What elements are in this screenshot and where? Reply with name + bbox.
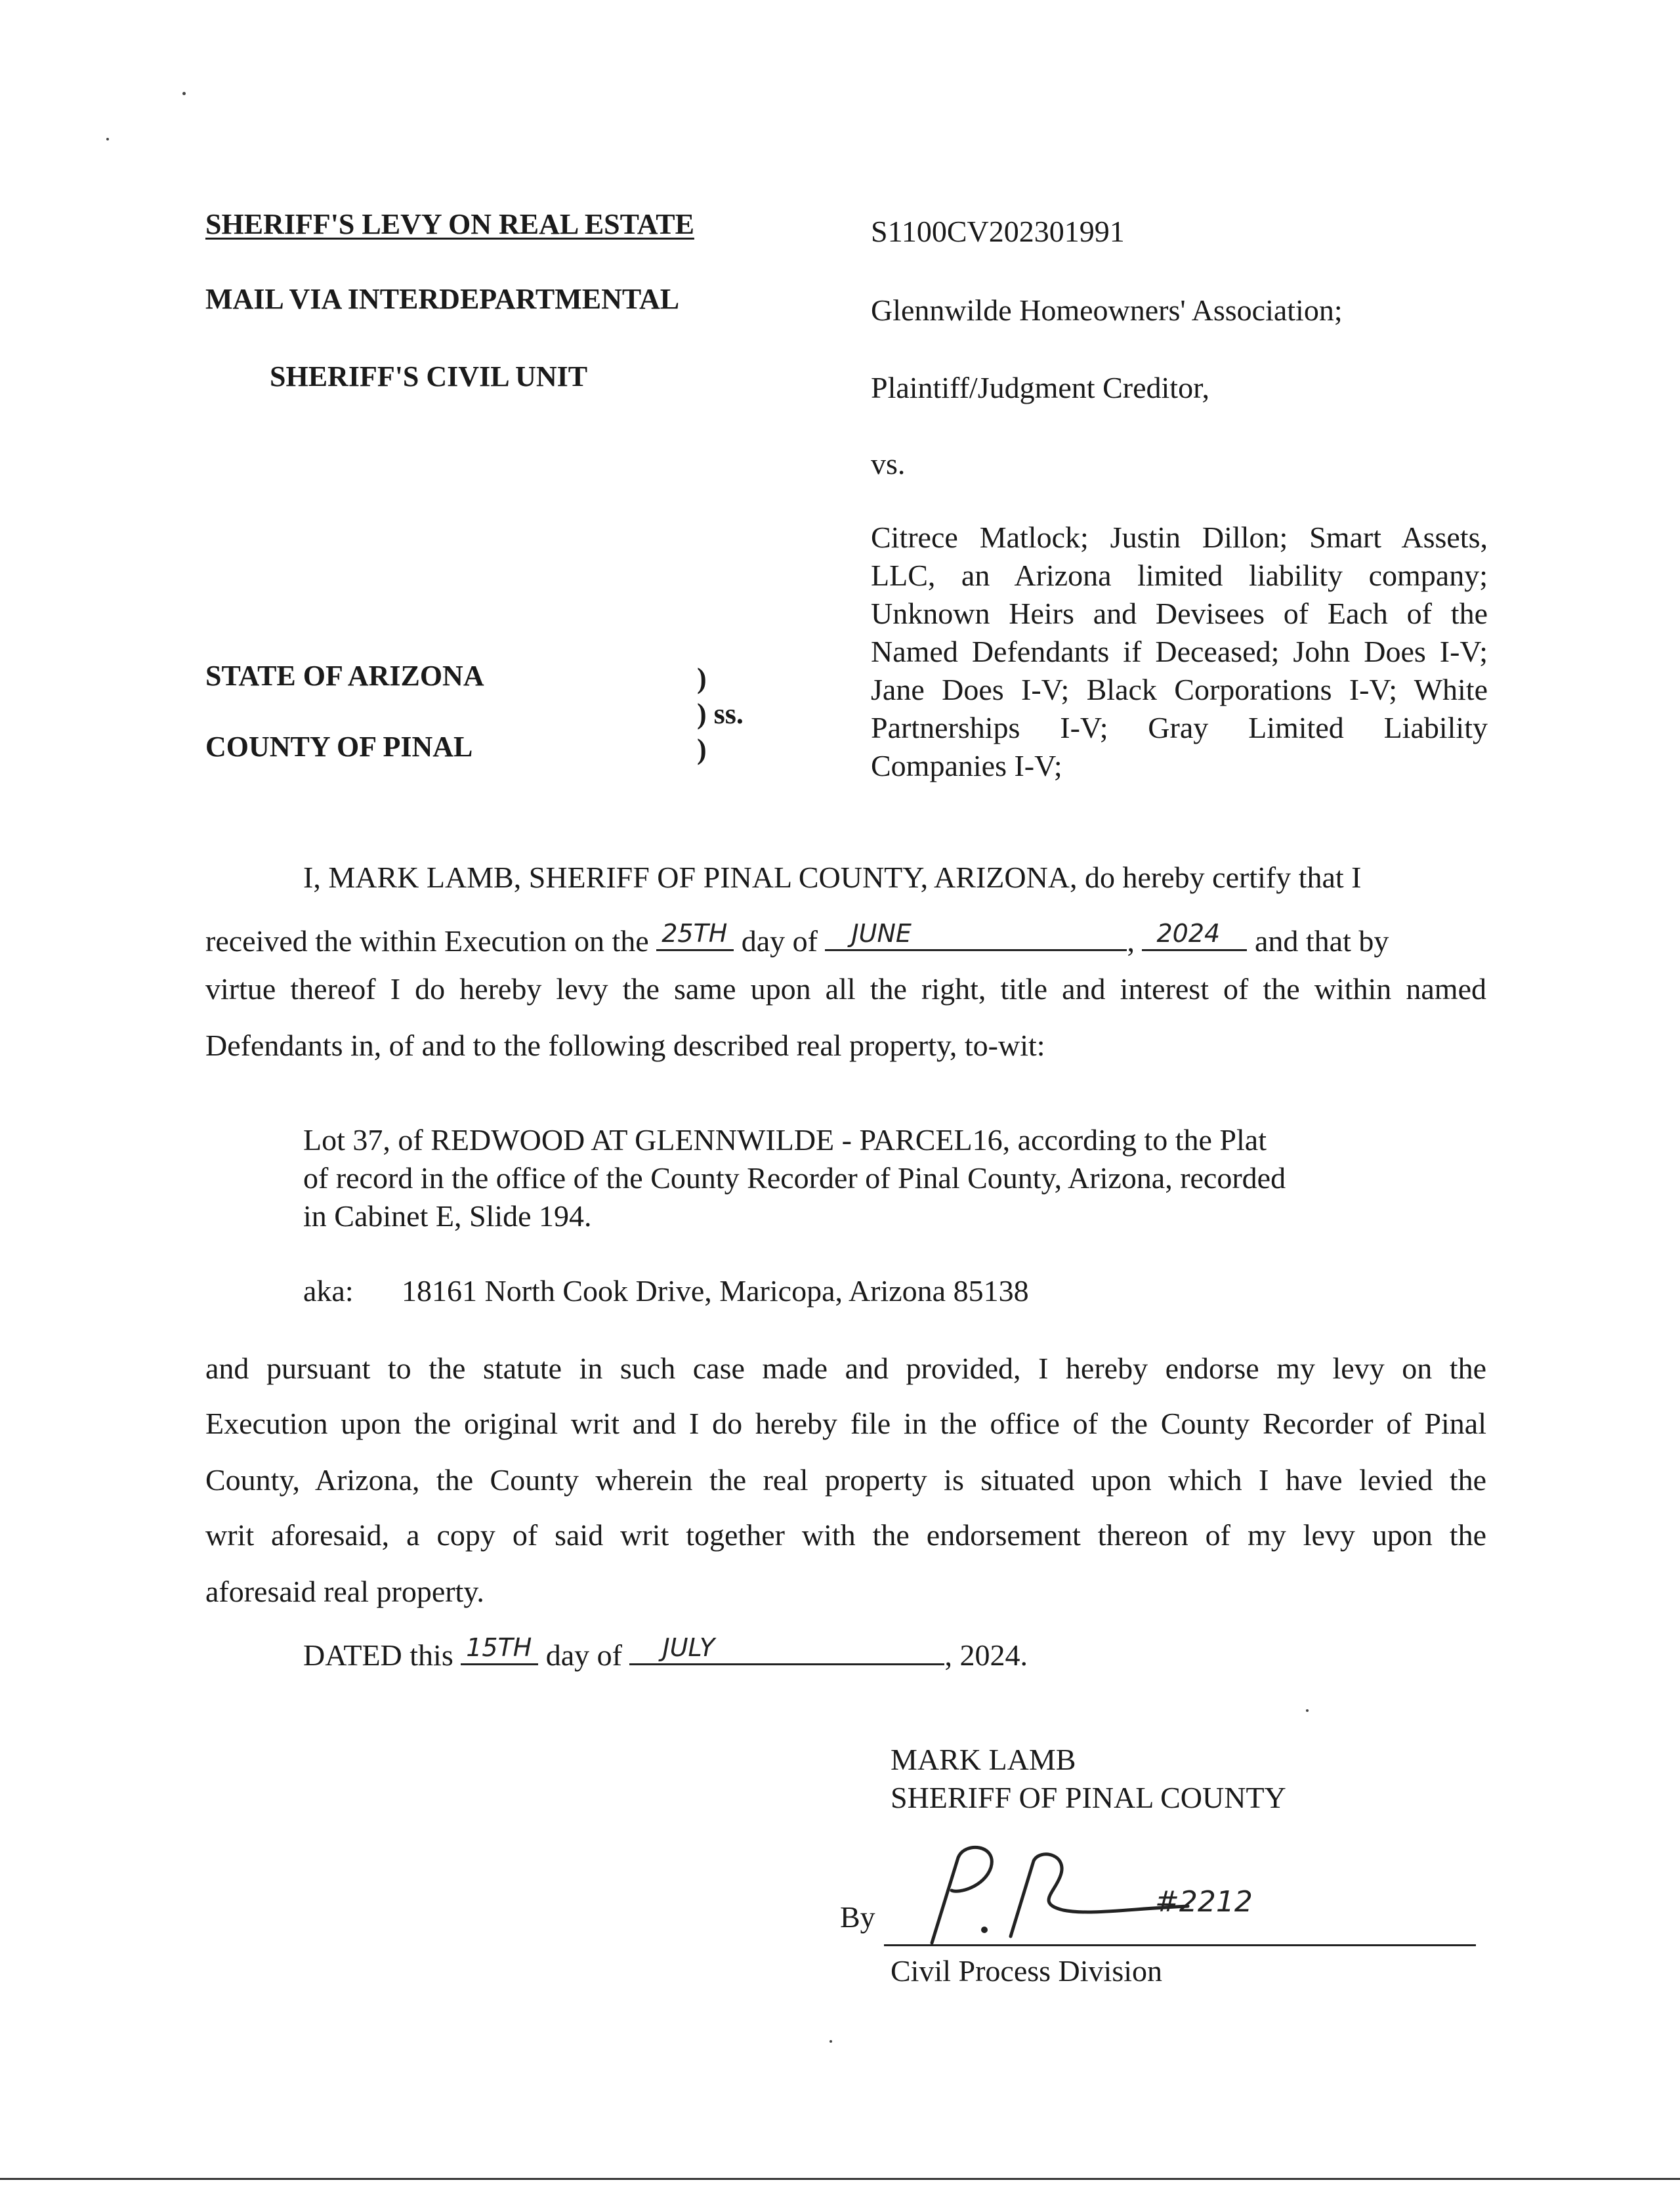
received-year-handwriting: 2024 (1156, 919, 1221, 948)
certification-line-2-end: and that by (1254, 924, 1389, 958)
state-label: STATE OF ARIZONA (205, 660, 484, 692)
dated-month-field (629, 1629, 944, 1665)
endorsement-line-1: and pursuant to the statute in such case made and provided, I hereby endorse my levy on the (205, 1352, 1486, 1385)
dated-line (303, 1629, 1028, 1673)
civil-unit-label: SHERIFF'S CIVIL UNIT (270, 360, 588, 393)
certification-day-of: day of (741, 924, 818, 958)
by-label: By (840, 1900, 875, 1934)
signer-title: SHERIFF OF PINAL COUNTY (891, 1781, 1286, 1814)
venue-paren-1: ) (697, 662, 707, 694)
versus-label: vs. (871, 447, 906, 480)
endorsement-line-4: writ aforesaid, a copy of said writ together with the endorsement thereon of my levy upon the (205, 1518, 1486, 1552)
document-title: SHERIFF'S LEVY ON REAL ESTATE (205, 208, 694, 240)
endorsement-line-2: Execution upon the original writ and I do hereby file in the office of the County Recorder of Pinal (205, 1407, 1486, 1440)
received-month-handwriting: JUNE (851, 919, 912, 948)
venue-paren-ss: ) ss. (697, 698, 744, 730)
venue-paren-3: ) (697, 733, 707, 765)
division-label: Civil Process Division (891, 1954, 1163, 1988)
dated-day-field (461, 1629, 538, 1665)
badge-number-handwriting: #2212 (1155, 1885, 1253, 1919)
defendants-list: Citrece Matlock; Justin Dillon; Smart Assets, LLC, an Arizona limited liability company; Unknown Heirs and Devisees of Each of the Named Defendants if Deceased; John Does I-V; Jane Does I-V; Black Corporations I-V; White Partnerships I-V; Gray Limited Liability Companies I-V; (871, 521, 1488, 782)
signature-line (884, 1944, 1476, 1946)
dated-month-handwriting: JULY (662, 1633, 715, 1662)
county-label: COUNTY OF PINAL (205, 731, 473, 763)
signature-scrawl (912, 1838, 1319, 1950)
aka-label: aka: (303, 1274, 354, 1308)
endorsement-line-5: aforesaid real property. (205, 1575, 484, 1608)
dated-prefix: DATED this (303, 1638, 453, 1672)
page-bottom-rule (0, 2178, 1680, 2180)
case-number: S1100CV202301991 (871, 215, 1125, 248)
scan-speck (106, 138, 109, 140)
certification-line-2-start: received the within Execution on the (205, 924, 649, 958)
received-day-field (656, 915, 734, 951)
received-year-field (1142, 915, 1247, 951)
certification-line-3: virtue thereof I do hereby levy the same upon all the right, title and interest of the within named (205, 972, 1486, 1006)
plaintiff-role: Plaintiff/Judgment Creditor, (871, 371, 1210, 404)
received-day-handwriting: 25TH (662, 919, 728, 948)
signer-name: MARK LAMB (891, 1743, 1076, 1776)
endorsement-line-3: County, Arizona, the County wherein the real property is situated upon which I have levied the (205, 1463, 1486, 1497)
scan-speck (182, 92, 186, 95)
plaintiff-name: Glennwilde Homeowners' Association; (871, 293, 1343, 327)
property-line-1: Lot 37, of REDWOOD AT GLENNWILDE - PARCEL16, according to the Plat (303, 1123, 1267, 1157)
certification-line-2: received the within Execution on the 25TH day of JUNE , 2024 and that by (205, 915, 1389, 958)
property-address: 18161 North Cook Drive, Maricopa, Arizona 85138 (402, 1274, 1029, 1308)
dated-day-of: day of (545, 1638, 622, 1672)
certification-line-4: Defendants in, of and to the following described real property, to-wit: (205, 1029, 1045, 1062)
scan-speck (830, 2040, 832, 2043)
certification-line-1: I, MARK LAMB, SHERIFF OF PINAL COUNTY, ARIZONA, do hereby certify that I (303, 861, 1362, 894)
received-month-field (825, 915, 1127, 951)
mail-instruction: MAIL VIA INTERDEPARTMENTAL (205, 283, 680, 315)
property-line-2: of record in the office of the County Recorder of Pinal County, Arizona, recorded (303, 1161, 1286, 1195)
dated-day-handwriting: 15TH (466, 1633, 532, 1662)
dated-year: , 2024. (944, 1638, 1028, 1672)
property-line-3: in Cabinet E, Slide 194. (303, 1199, 592, 1233)
scan-speck (1306, 1709, 1309, 1712)
